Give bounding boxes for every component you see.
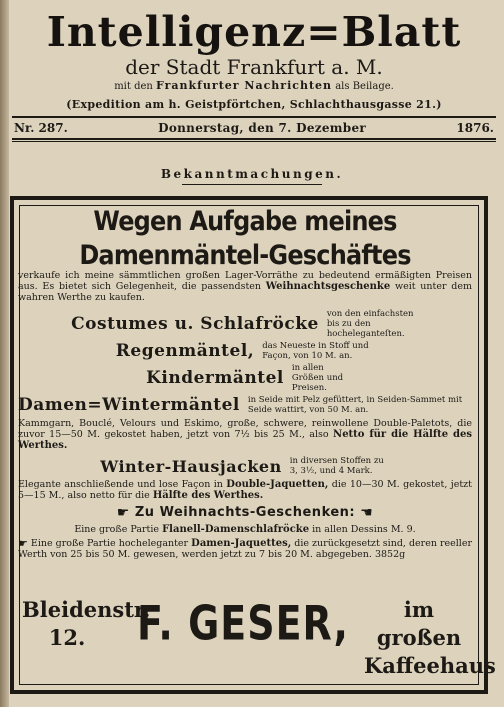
- dateline: [12, 118, 496, 136]
- expedition-line: (Expedition am h. Geistpförtchen, Schlachthausgasse 21.): [66, 98, 442, 111]
- product-desc: in allen Größen und Preisen.: [291, 363, 344, 393]
- ad-intro-bold: Weihnachtsgeschenke: [265, 281, 391, 292]
- newspaper-subtitle: der Stadt Frankfurt a. M.: [125, 55, 383, 79]
- merchant-name: F. GESER,: [137, 595, 349, 651]
- product-desc: das Neueste in Stoff und Façon, von 10 M. an.: [262, 341, 369, 361]
- advertisement: [18, 205, 473, 560]
- ad-fabrics: [18, 418, 472, 451]
- address: [22, 596, 151, 652]
- product-kids-coats: [18, 363, 472, 393]
- header-rule-thin: [12, 141, 496, 142]
- ad-jaquettes-text: Elegante anschließende und lose Façon in: [18, 479, 223, 490]
- ad-elegant-text-2: die zurückgesetzt sind, deren reeller Werth von 25 bis 50 M. gewesen, werden jetzt zu 7 bis 20 M. abgegeben.: [18, 538, 473, 560]
- pointing-hand-icon: ☛: [18, 537, 28, 550]
- ad-fabrics-text: Kammgarn, Bouclé, Velours und Eskimo, große, schwere, reinwollene Double-Paletots, die zuvor 15—50 M. gekostet haben, jetzt von 7½ bis 25 M., also: [18, 418, 472, 440]
- issue-number: Nr. 287.: [14, 121, 68, 135]
- masthead: [12, 0, 496, 142]
- newspaper-title: Intelligenz=Blatt: [46, 8, 462, 56]
- product-name: Damen=Wintermäntel: [18, 395, 240, 415]
- product-desc: von den einfachsten bis zu den hocheleganteſten.: [326, 309, 414, 339]
- ad-flannel-bold: Flanell-Damenschlafröcke: [162, 524, 310, 535]
- location: [364, 596, 496, 680]
- section-title: Bekanntmachungen.: [160, 167, 344, 181]
- issue-date: Donnerstag, den 7. Dezember: [158, 121, 367, 135]
- product-winter-coats: [18, 395, 472, 415]
- location-line-1: im großen: [376, 597, 462, 650]
- section-rule: [182, 184, 322, 185]
- location-line-2: Kaffeehaus: [364, 653, 496, 678]
- christmas-heading: [18, 504, 472, 522]
- ad-elegant-bold: Damen-Jaquettes,: [191, 538, 292, 549]
- supplement-post: als Beilage.: [335, 81, 394, 92]
- christmas-heading-text: Zu Weihnachts-Geschenken:: [134, 505, 356, 520]
- ad-jaquettes-bold-2: Hälfte des Werthes.: [152, 490, 264, 501]
- product-desc: in diversen Stoffen zu 3, 3½, und 4 Mark.: [289, 456, 384, 476]
- supplement-name: Frankfurter Nachrichten: [156, 79, 333, 92]
- product-name: Costumes u. Schlafröcke: [71, 314, 319, 334]
- ad-intro-text-2: weit unter dem wahren Werthe zu kaufen.: [18, 281, 472, 303]
- ad-headline: Wegen Aufgabe meines Damenmäntel-Geschäftes: [79, 205, 411, 271]
- ad-jaquettes-text-2: die 10—30 M. gekostet, jetzt 5—15 M., also netto für die: [18, 479, 472, 501]
- ad-flannel-text-2: in allen Dessins M. 9.: [312, 524, 416, 535]
- product-desc: in Seide mit Pelz gefüttert, in Seiden-Sammet mit Seide wattirt, von 50 M. an.: [247, 395, 463, 415]
- ad-intro-text: verkaufe ich meine sämmtlichen großen Lager-Vorräthe zu bedeutend ermäßigten Preisen aus. Es bietet sich Gelegenheit, die passendsten: [18, 270, 472, 292]
- ad-jaquettes-bold: Double-Jaquetten,: [226, 479, 329, 490]
- address-number: 12.: [48, 625, 86, 650]
- ad-flannel: [18, 524, 472, 535]
- ad-fabrics-bold: Netto für die Hälfte des Werthes.: [18, 429, 472, 451]
- pointing-hand-right-icon: ☛: [116, 505, 130, 521]
- product-name: Regenmäntel,: [115, 341, 255, 361]
- issue-year: 1876.: [456, 121, 494, 135]
- binding-spine: [0, 0, 9, 707]
- ad-jaquettes: [18, 479, 472, 501]
- product-rain-coats: [18, 341, 472, 361]
- supplement-line: [12, 78, 496, 94]
- product-costumes: [18, 309, 472, 339]
- supplement-pre: mit den: [114, 81, 153, 92]
- ad-flannel-text: Eine große Partie: [74, 524, 160, 535]
- product-house-jackets: [18, 456, 472, 476]
- pointing-hand-left-icon: ☚: [360, 505, 374, 521]
- ad-elegant: [18, 538, 472, 560]
- header-rule-bottom: [12, 138, 496, 140]
- product-name: Kindermäntel: [146, 368, 284, 388]
- product-name: Winter-Hausjacken: [100, 456, 282, 476]
- address-street: Bleidenstr.: [22, 597, 151, 622]
- ad-intro: [18, 270, 472, 303]
- ad-code: 3852g: [374, 549, 406, 560]
- ad-elegant-text: Eine große Partie hocheleganter: [30, 538, 189, 549]
- ad-footer: [18, 590, 496, 682]
